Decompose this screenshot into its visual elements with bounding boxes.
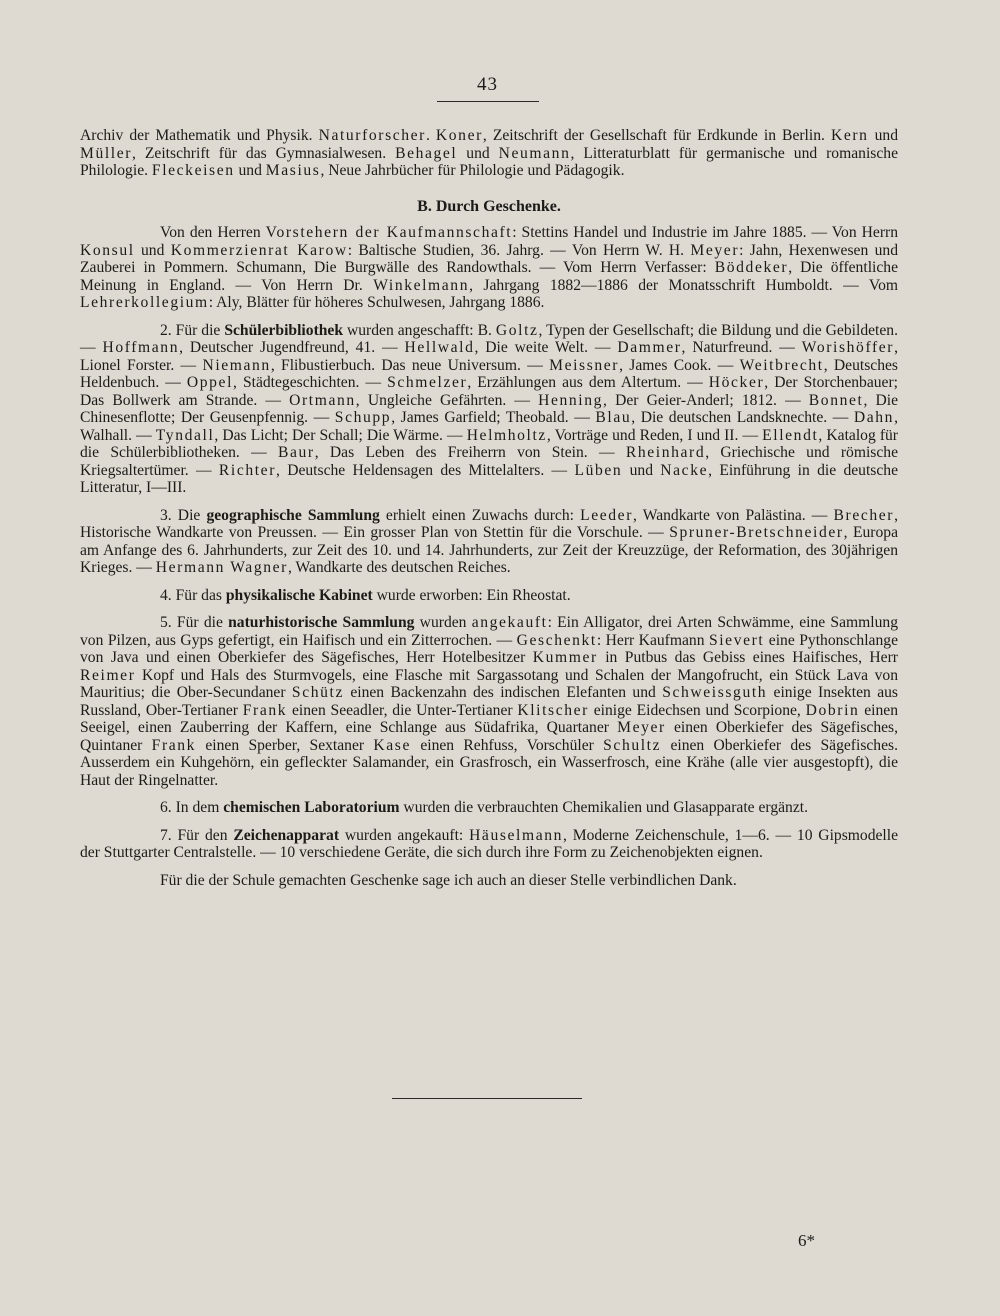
text-run: einige Insekten aus Russland, Ober-Tertianer xyxy=(80,684,898,719)
spaced-name: Lehrerkollegium xyxy=(80,294,209,311)
text-run: , Die deutschen Landsknechte. — xyxy=(631,409,854,426)
text-run: wurde erworben: Ein Rheostat. xyxy=(372,586,571,604)
spaced-name: Schupp xyxy=(334,409,392,426)
spaced-name: Worishöffer xyxy=(801,339,895,356)
spaced-name: Frank xyxy=(151,736,197,754)
spaced-name: Winkelmann xyxy=(373,276,470,294)
text-run: einen Rehfuss, Vorschüler xyxy=(411,736,604,754)
bold-term: physikalische Kabinet xyxy=(225,586,373,604)
text-run: , James Cook. — xyxy=(619,356,740,374)
text-run: , Wandkarte von Palästina. — xyxy=(633,506,834,524)
spaced-name: Müller xyxy=(80,144,133,162)
text-run: , Wandkarte des deutschen Reiches. xyxy=(287,559,511,576)
bold-term: naturhistorische Sammlung xyxy=(228,614,415,631)
spaced-name: Lüben xyxy=(574,461,623,479)
bold-term: geographische Sammlung xyxy=(206,506,380,524)
text-run: , Typen der Gesellschaft; die Bildung und die Gebildeten. — xyxy=(80,321,898,356)
text-run: einen Seeadler, die Unter-Tertianer xyxy=(287,701,518,719)
spaced-name: Schweissguth xyxy=(662,684,768,701)
bold-term: chemischen Laboratorium xyxy=(223,799,400,816)
text-run: Archiv der Mathematik und Physik. xyxy=(80,127,319,144)
section-heading-geschenke: B. Durch Geschenke. xyxy=(417,197,561,215)
text-run: und xyxy=(134,241,171,259)
text-run: , Historische Wandkarte von Preussen. — Ein grosser Plan von Stettin für die Vorschule. — xyxy=(80,506,898,541)
spaced-name: Schütz xyxy=(291,684,344,701)
paragraph-zeichenapparat xyxy=(80,827,898,862)
spaced-name: Brecher xyxy=(833,506,895,524)
text-run: : Jahn, Hexenwesen und Zauberei in Pommern. Schumann, Die Burgwälle des Randowthals. — Vom Herrn Verfasser: xyxy=(80,241,898,276)
text-run: , James Garfield; Theobald. — xyxy=(391,409,596,426)
spaced-name: Ellendt xyxy=(762,426,819,444)
spaced-name: Dammer xyxy=(617,339,682,356)
text-run: , Ungleiche Gefährten. — xyxy=(355,391,539,409)
text-run: einen Backenzahn des indischen Elefanten und xyxy=(343,684,663,701)
paragraph-physikalisches-kabinet xyxy=(80,587,898,605)
text-run: , Städtegeschichten. — xyxy=(233,374,388,391)
spaced-name: Meyer xyxy=(617,719,666,736)
text-run: : Herr Kaufmann xyxy=(596,631,709,649)
bold-term: Schülerbibliothek xyxy=(224,321,344,339)
text-run: einen Seeigel, einen Zauberring der Kaffern, eine Schlange aus Südafrika, Quartaner xyxy=(80,701,898,736)
spaced-name: Goltz xyxy=(495,321,539,339)
paragraph-chemisches-laboratorium xyxy=(80,799,898,817)
text-run: , Moderne Zeichenschule, 1—6. — 10 Gipsmodelle der Stuttgarter Centralstelle. — 10 verschiedene Geräte, die sich durch ihre Form zu Zeichenobjekten eignen. xyxy=(80,826,899,861)
spaced-name: Kummer xyxy=(532,649,598,666)
text-run: einen Sperber, Sextaner xyxy=(196,736,374,754)
text-run: , Deutsches Heldenbuch. — xyxy=(80,356,898,391)
spaced-name: Frank xyxy=(242,701,288,719)
text-run: in Putbus das Gebiss eines Haifisches, Herr xyxy=(597,649,898,666)
spaced-name: Bonnet xyxy=(808,391,864,409)
bold-term: Zeichenapparat xyxy=(233,826,340,844)
spaced-name: Tyndall xyxy=(155,426,215,444)
text-run: einen Oberkiefer des Sägefisches, Quintaner xyxy=(80,719,898,754)
body-text xyxy=(80,127,898,889)
text-run: 3. Die xyxy=(160,506,207,524)
spaced-name: Häuselmann xyxy=(469,826,564,844)
text-run: : Aly, Blätter für höheres Schulwesen, Jahrgang 1886. xyxy=(208,294,545,311)
text-run: , Neue Jahrbücher für Philologie und Pädagogik. xyxy=(320,162,625,179)
text-run: eine Pythonschlange von Java und einen Oberkiefer des Sägefisches, Herr Hotelbesitzer xyxy=(80,631,898,666)
text-run: , Walhall. — xyxy=(80,409,898,444)
spaced-name: Schmelzer xyxy=(387,374,468,391)
text-run: , Jahrgang 1882—1886 der Monatsschrift Humboldt. — Vom xyxy=(469,276,899,294)
text-run: und xyxy=(457,144,499,162)
page-number: 43 xyxy=(477,74,498,95)
text-run: , Vorträge und Reden, I und II. — xyxy=(546,426,763,444)
text-run: , Erzählungen aus dem Altertum. — xyxy=(467,374,709,391)
text-run: , Katalog für die Schülerbibliotheken. — xyxy=(80,426,899,461)
spaced-name: Richter xyxy=(218,461,276,479)
spaced-name: Hellwald xyxy=(404,339,475,356)
spaced-name: Rheinhard xyxy=(625,444,706,461)
text-run: , Der Storchenbauer; Das Bollwerk am Strande. — xyxy=(80,374,898,409)
spaced-name: Masius xyxy=(265,162,321,179)
text-run: erhielt einen Zuwachs durch: xyxy=(379,506,581,524)
text-run: und xyxy=(868,127,898,144)
spaced-name: Dobrin xyxy=(805,701,860,719)
spaced-name: Weitbrecht xyxy=(739,356,824,374)
paragraph-archiv xyxy=(80,127,898,180)
text-run: , Die weite Welt. — xyxy=(474,339,618,356)
text-run: , Deutscher Jugendfreund, 41. — xyxy=(179,339,405,356)
text-run: Kopf und Hals des Sturmvogels, eine Flasche mit Sargassotang und Schalen der Mangofrucht, ein Stück Lava von Mauritius; die Ober-Secundaner xyxy=(80,666,898,701)
spaced-name: Vorstehern der Kaufmannschaft xyxy=(265,224,513,241)
text-run: : Stettins Handel und Industrie im Jahre 1885. — Von Herrn xyxy=(512,224,898,241)
text-run: 5. Für die xyxy=(160,614,229,631)
spaced-name: Geschenkt xyxy=(516,631,597,649)
spaced-name: Kase xyxy=(373,736,411,754)
spaced-name: Leeder xyxy=(580,506,633,524)
spaced-name: Kern xyxy=(830,127,869,144)
text-run: einen Oberkiefer des Sägefisches. Ausserdem ein Kuhgehörn, ein gefleckter Salamander, ein Grasfrosch, ein Wasserfrosch, eine Krähe (alle vier ausgestopft), die Haut der Ringelnatter. xyxy=(80,736,898,789)
spaced-name: Fleckeisen xyxy=(151,162,235,179)
text-run: , Zeitschrift für das Gymnasialwesen. xyxy=(132,144,396,162)
text-run: : Baltische Studien, 36. Jahrg. — Von Herrn W. H. xyxy=(347,241,691,259)
text-run: 2. Für die xyxy=(160,321,225,339)
spaced-name: Neumann xyxy=(498,144,571,162)
spaced-name: Höcker xyxy=(708,374,765,391)
spaced-name: Hermann Wagner xyxy=(155,559,288,576)
spaced-name: Hoffmann xyxy=(102,339,180,356)
text-run: , Das Leben des Freiherrn von Stein. — xyxy=(314,444,626,461)
closing-rule xyxy=(392,1098,582,1099)
spaced-name: Klitscher xyxy=(517,701,589,719)
text-run: . xyxy=(425,127,436,144)
spaced-name: Ortmann xyxy=(289,391,356,409)
text-run: , Die Chinesenflotte; Der Geusenpfennig. — xyxy=(80,391,898,426)
text-run: 7. Für den xyxy=(160,826,234,844)
spaced-name: Oppel xyxy=(186,374,234,391)
spaced-name: angekauft xyxy=(471,614,548,631)
text-run: , Deutsche Heldensagen des Mittelalters. — xyxy=(276,461,575,479)
text-run: 4. Für das xyxy=(160,586,226,604)
text-run: wurden angeschafft: B. xyxy=(343,321,496,339)
spaced-name: Meyer xyxy=(690,241,740,259)
text-run: Für die der Schule gemachten Geschenke sage ich auch an dieser Stelle verbindlichen Dank. xyxy=(160,871,737,889)
spaced-name: Niemann xyxy=(202,356,271,374)
text-run: wurden angekauft: xyxy=(339,826,470,844)
paragraph-schuelerbibliothek xyxy=(80,322,898,497)
spaced-name: Böddeker xyxy=(714,259,789,276)
page-number-rule xyxy=(437,101,539,102)
spaced-name: Naturforscher xyxy=(318,127,426,144)
spaced-name: Baur xyxy=(278,444,315,461)
text-run: , Die öffentliche Meinung in England. — Von Herrn Dr. xyxy=(80,259,898,294)
spaced-name: Dahn xyxy=(853,409,895,426)
paragraph-geographische-sammlung xyxy=(80,507,898,577)
text-run: , Zeitschrift der Gesellschaft für Erdkunde in Berlin. xyxy=(482,127,831,144)
text-run: , Das Licht; Der Schall; Die Wärme. — xyxy=(214,426,467,444)
text-run: wurden xyxy=(414,614,472,631)
text-run: 6. In dem xyxy=(160,799,224,816)
text-run: , Griechische und römische Kriegsaltertümer. — xyxy=(80,444,899,479)
spaced-name: Reimer xyxy=(80,666,136,684)
spaced-name: Konsul xyxy=(80,241,135,259)
text-run: , Flibustierbuch. Das neue Universum. — xyxy=(270,356,550,374)
spaced-name: Nacke xyxy=(660,461,709,479)
spaced-name: Meissner xyxy=(549,356,620,374)
text-run: , Einführung in die deutsche Litteratur, I—III. xyxy=(80,461,898,496)
text-run: einige Eidechsen und Scorpione, xyxy=(588,701,806,719)
text-run: und xyxy=(234,162,266,179)
spaced-name: Henning xyxy=(538,391,604,409)
text-run: , Naturfreund. — xyxy=(681,339,802,356)
text-run: und xyxy=(622,461,661,479)
text-run: , Europa am Anfange des 6. Jahrhunderts, zur Zeit des 10. und 14. Jahrhunderts, zur Zeit der Kreuzzüge, der Reformation, des 30jährigen Krieges. — xyxy=(80,524,899,576)
text-run: wurden die verbrauchten Chemikalien und Glasapparate ergänzt. xyxy=(399,799,808,816)
signature-mark: 6* xyxy=(798,1231,815,1250)
paragraph-naturhistorische-sammlung xyxy=(80,614,898,789)
spaced-name: Spruner-Bretschneider xyxy=(669,524,844,541)
spaced-name: Schultz xyxy=(603,736,662,754)
spaced-name: Behagel xyxy=(395,144,458,162)
spaced-name: Helmholtz xyxy=(466,426,547,444)
paragraph-dank xyxy=(80,872,898,890)
text-run: , Lionel Forster. — xyxy=(80,339,898,374)
text-run: Von den Herren xyxy=(160,224,266,241)
text-run: , Der Geier-Anderl; 1812. — xyxy=(603,391,809,409)
text-run: : Ein Alligator, drei Arten Schwämme, eine Sammlung von Pilzen, aus Gyps gefertigt, ein Haifisch und ein Zitterrochen. — xyxy=(80,614,898,649)
spaced-name: Koner xyxy=(435,127,483,144)
spaced-name: Blau xyxy=(595,409,632,426)
paragraph-geschenke xyxy=(80,224,898,312)
text-run: , Litteraturblatt für germanische und romanische Philologie. xyxy=(80,144,898,179)
spaced-name: Kommerzienrat Karow xyxy=(170,241,348,259)
spaced-name: Sievert xyxy=(708,631,765,649)
